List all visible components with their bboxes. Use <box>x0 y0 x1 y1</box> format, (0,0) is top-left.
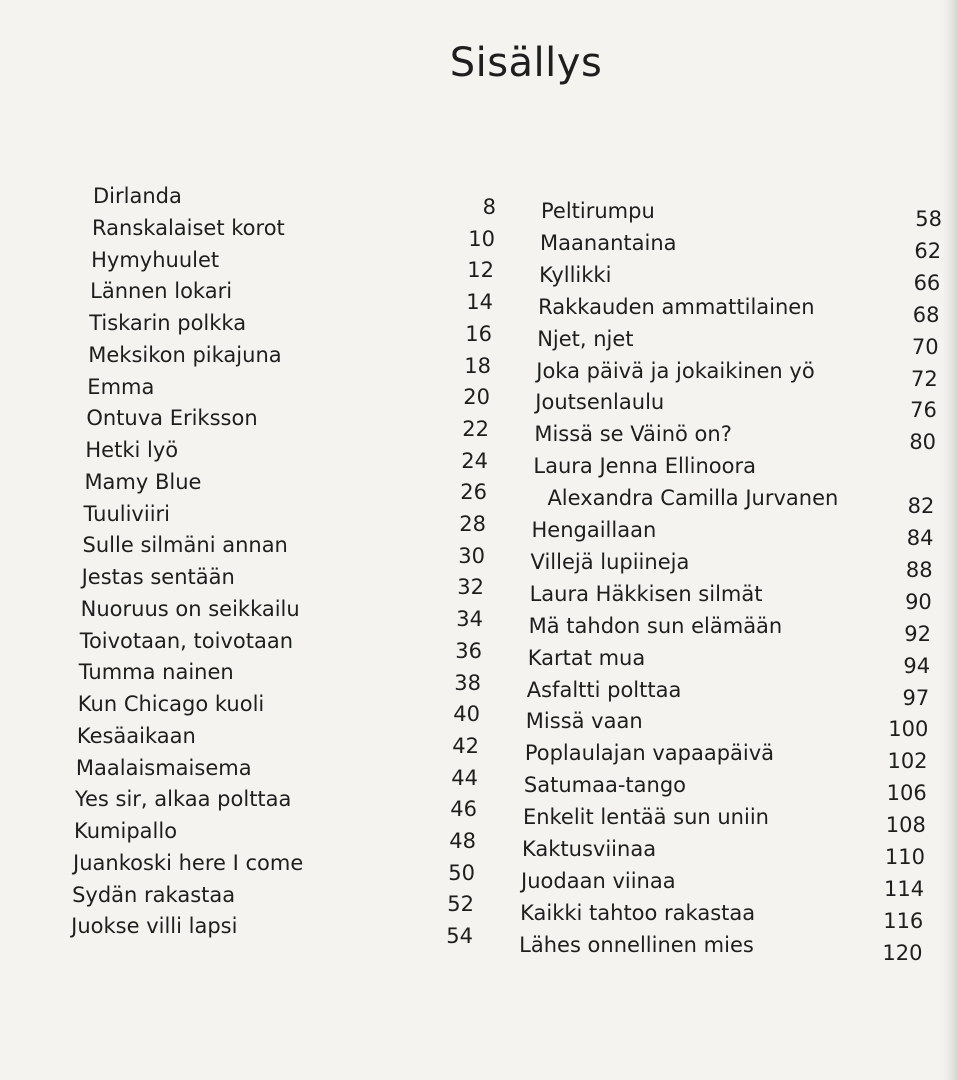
toc-entry-title: Lähes onnellinen mies <box>519 932 754 957</box>
toc-entry-title: Tumma nainen <box>78 660 234 685</box>
toc-entry-page-number: 46 <box>450 797 477 822</box>
toc-entry-page-number: 10 <box>468 226 495 251</box>
toc-entry-page-number: 38 <box>454 670 481 695</box>
toc-entry-page-number: 24 <box>461 448 488 473</box>
toc-entry-title: Maalaismaisema <box>75 755 252 780</box>
toc-entry-title: Ranskalaiset korot <box>92 215 285 240</box>
toc-entry-title: Laura Jenna Ellinoora <box>533 454 757 479</box>
toc-entry-title: Kumipallo <box>74 819 178 843</box>
toc-entry-title: Rakkauden ammattilainen <box>538 294 815 319</box>
toc-entry-title: Mamy Blue <box>84 469 202 494</box>
toc-entry-page-number: 68 <box>912 302 940 327</box>
toc-entry-page-number: 22 <box>462 416 489 441</box>
toc-entry-page-number: 48 <box>449 829 476 853</box>
toc-entry-page-number: 76 <box>910 398 937 423</box>
toc-entry-page-number: 20 <box>463 385 490 410</box>
toc-entry-page-number: 26 <box>460 480 487 505</box>
toc-entry-page-number: 82 <box>907 494 935 519</box>
toc-entry-title: Asfaltti polttaa <box>526 677 682 702</box>
toc-entry-page-number: 108 <box>885 813 926 838</box>
toc-entry-page-number: 110 <box>884 845 925 869</box>
toc-entry-page-number: 42 <box>452 733 479 758</box>
toc-entry-title: Toivotaan, toivotaan <box>79 628 294 653</box>
toc-entry-title: Satumaa-tango <box>523 773 686 798</box>
toc-entry-page-number: 50 <box>448 860 475 885</box>
toc-entry-page-number: 90 <box>905 589 932 614</box>
toc-entry-title: Enkelit lentää sun uniin <box>522 805 769 830</box>
toc-entry-title: Hymyhuulet <box>91 247 220 272</box>
toc-entry-title: Laura Häkkisen silmät <box>529 581 763 606</box>
toc-entry-title: Njet, njet <box>537 326 634 351</box>
toc-entry-title: Peltirumpu <box>541 199 655 223</box>
toc-entry-title: Lännen lokari <box>90 279 233 304</box>
toc-entry-title: Mä tahdon sun elämään <box>528 613 783 638</box>
toc-entry-page-number: 32 <box>457 575 484 600</box>
toc-entry-page-number: 92 <box>904 621 931 646</box>
toc-entry-page-number: 80 <box>909 430 937 455</box>
toc-entry-title: Emma <box>87 374 155 399</box>
toc-entry-page-number: 52 <box>447 892 474 917</box>
toc-entry-title: Ontuva Eriksson <box>86 406 258 431</box>
toc-entry-page-number: 14 <box>466 290 493 315</box>
toc-entry-title: Sulle silmäni annan <box>82 533 288 558</box>
toc-entry-title: Sydän rakastaa <box>72 882 236 907</box>
toc-entry-title: Kaktusviinaa <box>522 837 657 861</box>
toc-entry-title: Missä se Väinö on? <box>534 422 732 447</box>
toc-entry-title: Kaikki tahtoo rakastaa <box>520 900 756 925</box>
toc-entry-title: Jestas sentään <box>81 565 235 589</box>
toc-entry-page-number: 36 <box>455 638 482 663</box>
toc-entry-page-number: 116 <box>883 908 924 933</box>
toc-entry-title: Dirlanda <box>93 184 182 208</box>
toc-entry-title: Juokse villi lapsi <box>71 914 238 939</box>
toc-entry-page-number: 44 <box>451 765 478 790</box>
toc-entry-title: Poplaulajan vapaapäivä <box>524 741 775 766</box>
toc-entry-page-number: 16 <box>465 321 492 346</box>
toc-entry-page-number: 34 <box>456 607 483 632</box>
toc-entry-title: Tiskarin polkka <box>89 311 247 335</box>
toc-entry-page-number: 88 <box>905 557 933 582</box>
toc-entry-title: Kartat mua <box>527 645 646 670</box>
toc-entry-page-number: 102 <box>887 749 928 774</box>
toc-entry-page-number: 12 <box>467 258 494 283</box>
toc-entry-title: Nuoruus on seikkailu <box>80 596 300 621</box>
toc-entry-title: Meksikon pikajuna <box>88 342 282 367</box>
toc-entry-page-number: 106 <box>886 781 927 806</box>
toc-entry-title: Yes sir, alkaa polttaa <box>74 787 292 812</box>
page-title: Sisällys <box>449 40 603 86</box>
toc-entry-page-number: 62 <box>914 238 942 263</box>
toc-entry-title: Villejä lupiineja <box>530 549 690 574</box>
toc-entry-title: Kun Chicago kuoli <box>77 692 265 716</box>
toc-entry-page-number: 120 <box>882 940 923 965</box>
toc-entry-title: Alexandra Camilla Jurvanen <box>547 486 839 511</box>
toc-entry-page-number: 30 <box>458 543 485 568</box>
toc-entry-title: Kyllikki <box>539 262 612 287</box>
toc-entry-page-number: 100 <box>888 717 929 742</box>
toc-entry-title: Maanantaina <box>540 230 677 255</box>
toc-entry-title: Hengaillaan <box>531 518 657 542</box>
toc-entry-title: Joka päivä ja jokaikinen yö <box>536 358 815 383</box>
toc-entry-page-number: 28 <box>459 512 486 536</box>
toc-entry-title: Missä vaan <box>525 709 643 734</box>
toc-entry-page-number: 8 <box>482 195 496 219</box>
toc-entry-title: Hetki lyö <box>85 438 179 462</box>
toc-entry-title: Kesäaikaan <box>76 723 196 748</box>
toc-entry-title: Juodaan viinaa <box>521 868 676 893</box>
toc-entry-page-number: 72 <box>911 366 938 391</box>
toc-entry-page-number: 54 <box>446 924 473 949</box>
toc-entry-page-number: 70 <box>911 334 939 359</box>
toc-entry-page-number: 58 <box>915 207 942 231</box>
toc-entry-page-number: 66 <box>913 270 941 295</box>
toc-entry-page-number: 114 <box>884 876 925 901</box>
toc-entry-page-number: 94 <box>903 653 931 678</box>
toc-entry-title: Joutsenlaulu <box>535 390 665 415</box>
toc-entry-page-number: 40 <box>453 702 480 727</box>
toc-entry-page-number: 84 <box>906 526 934 550</box>
toc-entry-page-number: 18 <box>464 353 491 378</box>
toc-entry-title: Tuuliviiri <box>83 501 170 526</box>
toc-entry-page-number: 97 <box>902 685 930 710</box>
toc-entry-title: Juankoski here I come <box>73 850 304 875</box>
